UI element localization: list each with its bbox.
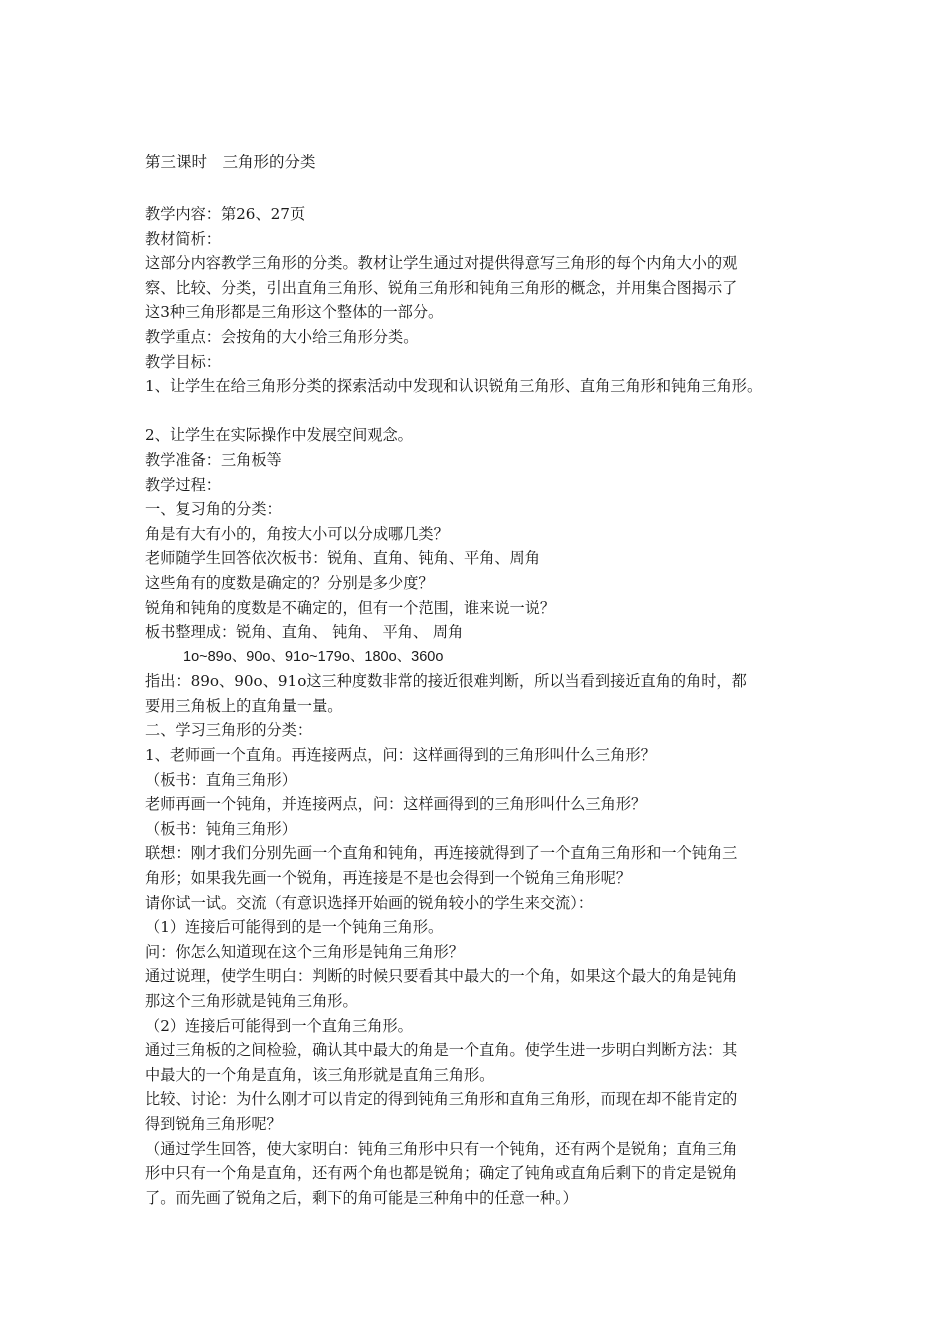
text-line: 要用三角板上的直角量一量。 <box>145 696 343 715</box>
text-line: 比较、讨论：为什么刚才可以肯定的得到钝角三角形和直角三角形，而现在却不能肯定的 <box>145 1090 738 1109</box>
text-line: 角是有大有小的，角按大小可以分成哪几类？ <box>145 524 449 543</box>
text-line: 了。而先画了锐角之后，剩下的角可能是三种角中的任意一种。） <box>145 1188 578 1207</box>
text-line: 形中只有一个角是直角，还有两个角也都是锐角；确定了钝角或直角后剩下的肯定是锐角 <box>145 1164 738 1183</box>
text-line: 指出：89o、90o、91o这三种度数非常的接近很难判断，所以当看到接近直角的角时，都 <box>145 672 747 691</box>
text-line: 这些角有的度数是确定的？分别是多少度？ <box>145 573 434 592</box>
section-heading: 二、学习三角形的分类： <box>145 721 313 740</box>
text-line: （板书：直角三角形） <box>145 770 297 789</box>
text-line: 教材简析： <box>145 229 221 248</box>
lesson-title: 第三课时 三角形的分类 <box>145 153 316 171</box>
text-line: 角形；如果我先画一个锐角，再连接是不是也会得到一个锐角三角形呢？ <box>145 869 631 888</box>
text-line: 通过三角板的之间检验，确认其中最大的角是一个直角。使学生进一步明白判断方法：其 <box>145 1041 738 1060</box>
text-line: 这部分内容教学三角形的分类。教材让学生通过对提供得意写三角形的每个内角大小的观 <box>145 254 738 273</box>
text-line: 老师随学生回答依次板书：锐角、直角、钝角、平角、周角 <box>145 549 540 568</box>
document-body <box>145 202 815 1210</box>
text-line: 教学准备：三角板等 <box>145 450 282 469</box>
text-line: 通过说理，使学生明白：判断的时候只要看其中最大的一个角，如果这个最大的角是钝角 <box>145 967 738 986</box>
text-line: 1、让学生在给三角形分类的探索活动中发现和认识锐角三角形、直角三角形和钝角三角形。 <box>145 377 763 396</box>
angle-range-line: 1o~89o、90o、91o~179o、180o、360o <box>183 648 444 665</box>
text-line: 1、老师画一个直角。再连接两点，问：这样画得到的三角形叫什么三角形？ <box>145 746 656 765</box>
text-line: 一、复习角的分类： <box>145 500 282 519</box>
text-line: 中最大的一个角是直角，该三角形就是直角三角形。 <box>145 1065 495 1084</box>
text-line: 教学目标： <box>145 352 221 371</box>
text-line: 这3种三角形都是三角形这个整体的一部分。 <box>145 303 444 322</box>
blank-line <box>145 399 815 424</box>
text-line: 请你试一试。交流（有意识选择开始画的锐角较小的学生来交流）： <box>145 893 594 912</box>
text-line: 那这个三角形就是钝角三角形。 <box>145 992 358 1010</box>
text-line: 察、比较、分类，引出直角三角形、锐角三角形和钝角三角形的概念，并用集合图揭示了 <box>145 278 738 297</box>
text-line: 问：你怎么知道现在这个三角形是钝角三角形？ <box>145 942 464 961</box>
text-line: 2、让学生在实际操作中发展空间观念。 <box>145 426 413 445</box>
text-line: 得到锐角三角形呢？ <box>145 1114 282 1133</box>
text-line: 老师再画一个钝角，并连接两点，问：这样画得到的三角形叫什么三角形？ <box>145 795 647 814</box>
text-line: 教学重点：会按角的大小给三角形分类。 <box>145 327 419 346</box>
text-line: （板书：钝角三角形） <box>145 819 297 838</box>
text-line: （1）连接后可能得到的是一个钝角三角形。 <box>145 918 444 937</box>
text-line: 教学内容：第26、27页 <box>145 205 306 223</box>
text-line: 锐角和钝角的度数是不确定的，但有一个范围，谁来说一说？ <box>145 598 556 617</box>
text-line: 教学过程： <box>145 475 221 494</box>
text-line: 板书整理成：锐角、直角、 钝角、 平角、 周角 <box>145 623 464 642</box>
text-line: （通过学生回答，使大家明白：钝角三角形中只有一个钝角，还有两个是锐角；直角三角 <box>145 1139 738 1158</box>
text-line: （2）连接后可能得到一个直角三角形。 <box>145 1016 413 1035</box>
text-line: 联想：刚才我们分别先画一个直角和钝角，再连接就得到了一个直角三角形和一个钝角三 <box>145 844 738 863</box>
